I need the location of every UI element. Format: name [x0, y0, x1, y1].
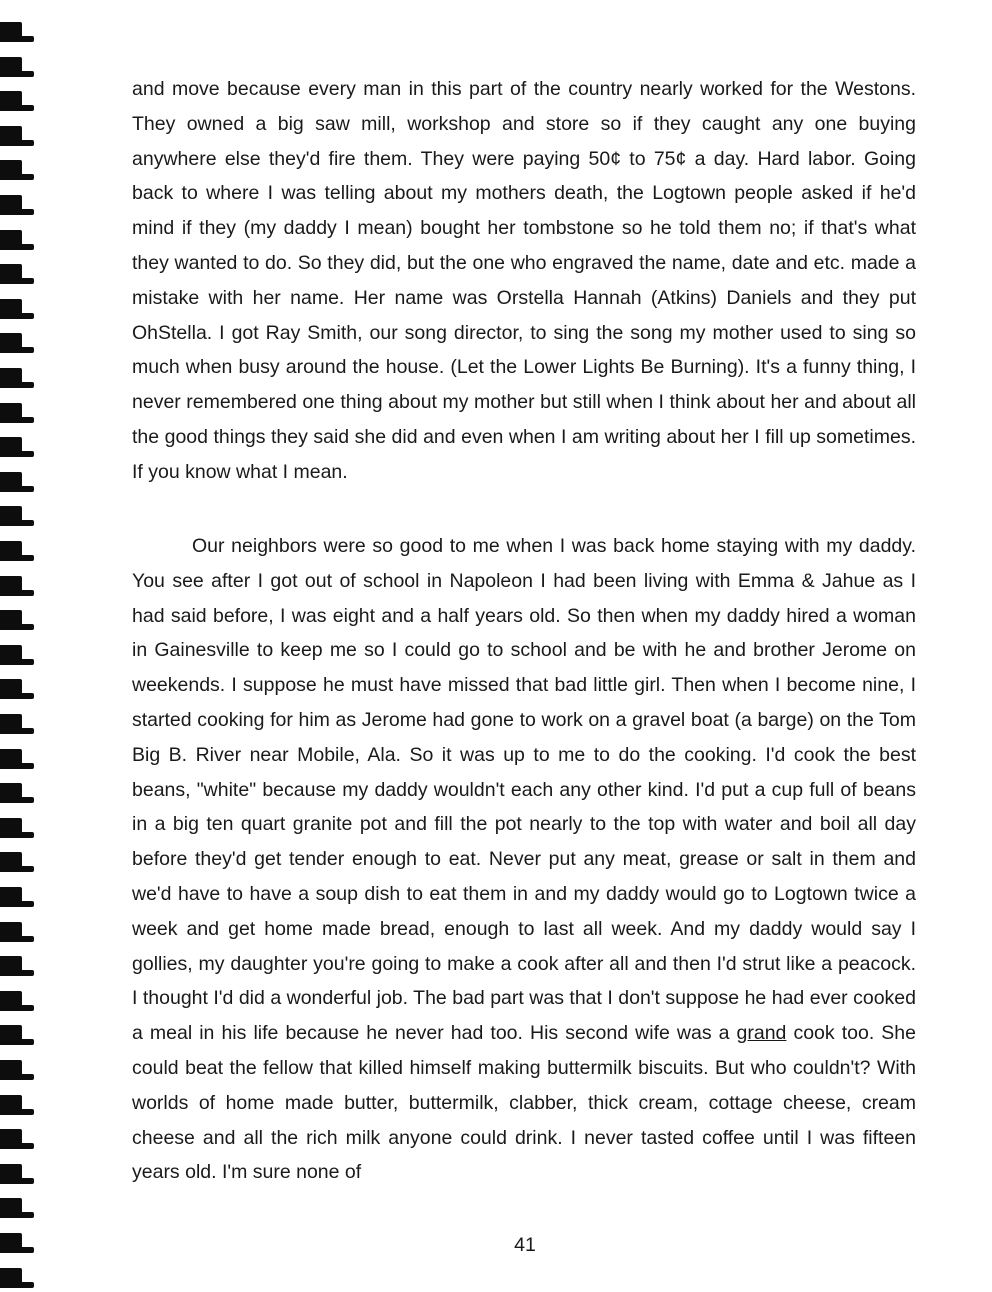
binding-hole — [0, 1025, 22, 1045]
binding-hole — [0, 126, 22, 146]
binding-hole — [0, 230, 22, 250]
binding-hole — [0, 57, 22, 77]
binding-hole — [0, 1268, 22, 1288]
paragraph-1-text: and move because every man in this part of the country nearly worked for the Westons. They owned a big saw mill, workshop and store so if they caught any one buying anywhere else they'd fire them. They were paying 50¢ to 75¢ a day. Hard labor. Going back to where I was telling about my mothers death, the Logtown people asked if he'd mind if they (my daddy I mean) bought her tombstone so he told them no; if that's what they wanted to do. So they did, but the one who engraved the name, date and etc. made a mistake with her name. Her name was Orstella Hannah (Atkins) Daniels and they put OhStella. I got Ray Smith, our song director, to sing the song my mother used to sing so much when busy around the house. (Let the Lower Lights Be Burning). It's a funny thing, I never remembered one thing about my mother but still when I think about her and about all the good things they said she did and even when I am writing about her I fill up sometimes. If you know what I mean. — [132, 78, 916, 483]
binding-hole — [0, 679, 22, 699]
paragraph-2 — [132, 529, 916, 1190]
binding-hole — [0, 299, 22, 319]
binding-hole — [0, 991, 22, 1011]
binding-hole — [0, 541, 22, 561]
binding-hole — [0, 922, 22, 942]
binding-hole — [0, 645, 22, 665]
paragraph-2-text-end: cook too. She could beat the fellow that killed himself making buttermilk biscuits. But who couldn't? With worlds of home made butter, buttermilk, clabber, thick cream, cottage cheese, cream cheese and all the rich milk anyone could drink. I never tasted coffee until I was fifteen years old. I'm sure none of — [132, 1022, 916, 1184]
binding-hole — [0, 472, 22, 492]
binding-hole — [0, 160, 22, 180]
binding-hole — [0, 195, 22, 215]
binding-hole — [0, 506, 22, 526]
binding-hole — [0, 1095, 22, 1115]
page-number: 41 — [514, 1234, 536, 1256]
binding-hole — [0, 403, 22, 423]
binding-hole — [0, 1198, 22, 1218]
binding-hole — [0, 1060, 22, 1080]
binding-hole — [0, 610, 22, 630]
binding-hole — [0, 887, 22, 907]
underlined-word: grand — [736, 1022, 787, 1045]
binding-hole — [0, 264, 22, 284]
binding-hole — [0, 91, 22, 111]
paragraph-1 — [132, 72, 916, 490]
binding-hole — [0, 783, 22, 803]
binding-hole — [0, 714, 22, 734]
binding-hole — [0, 576, 22, 596]
binding-hole — [0, 22, 22, 42]
binding-hole — [0, 1129, 22, 1149]
binding-hole — [0, 818, 22, 838]
binding-hole — [0, 956, 22, 976]
spiral-binding — [0, 0, 40, 1292]
binding-hole — [0, 333, 22, 353]
binding-hole — [0, 852, 22, 872]
paragraph-2-text-start: Our neighbors were so good to me when I was back home staying with my daddy. You see after I got out of school in Napoleon I had been living with Emma & Jahue as I had said before, I was eight and a half years old. So then when my daddy hired a woman in Gainesville to keep me so I could go to school and be with he and brother Jerome on weekends. I suppose he must have missed that bad little girl. Then when I become nine, I started cooking for him as Jerome had gone to work on a gravel boat (a barge) on the Tom Big B. River near Mobile, Ala. So it was up to me to do the cooking. I'd cook the best beans, "white" because my daddy wouldn't each any other kind. I'd put a cup full of beans in a big ten quart granite pot and fill the pot nearly to the top with water and boil all day before they'd get tender enough to eat. Never put any meat, grease or salt in them and we'd have to have a soup dish to eat them in and my daddy would go to Logtown twice a week and get home made bread, enough to last all week. And my daddy would say I gollies, my daughter you're going to make a cook after all and then I'd strut like a peacock. I thought I'd did a wonderful job. The bad part was that I don't suppose he had ever cooked a meal in his life because he never had too. His second wife was a — [132, 535, 916, 1045]
binding-hole — [0, 437, 22, 457]
binding-hole — [0, 368, 22, 388]
binding-hole — [0, 749, 22, 769]
binding-hole — [0, 1164, 22, 1184]
